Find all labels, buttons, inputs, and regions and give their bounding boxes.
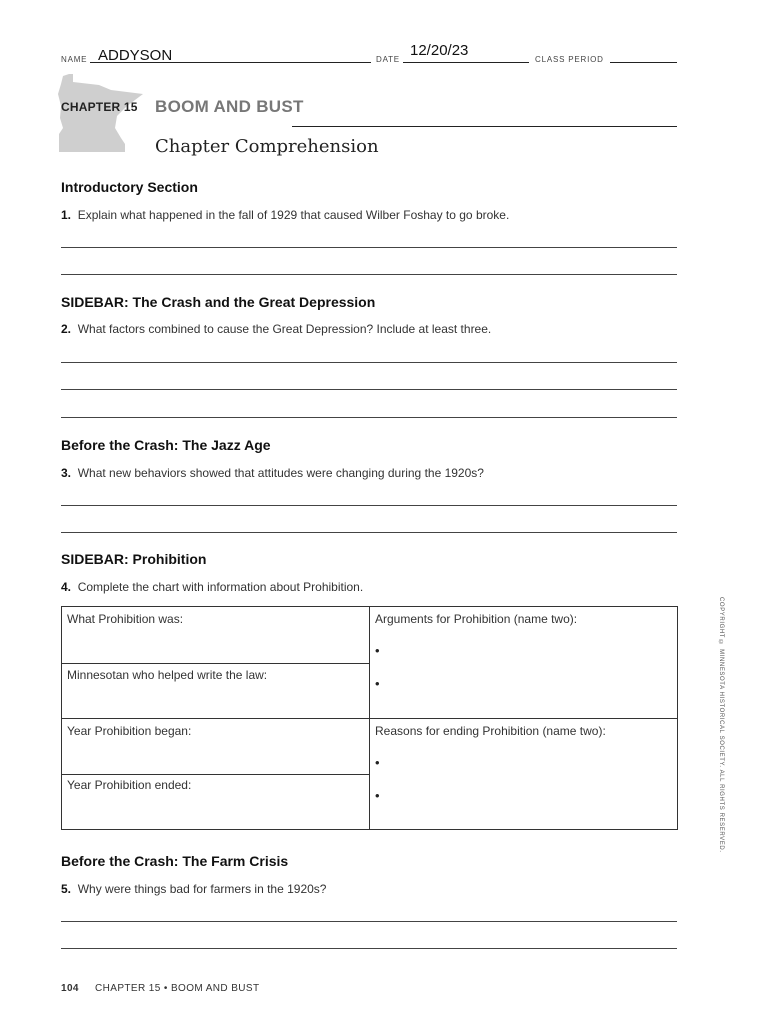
cell-minnesotan[interactable]: Minnesotan who helped write the law: [67, 668, 268, 682]
name-value: ADDYSON [98, 47, 173, 64]
answer-line[interactable] [61, 948, 677, 949]
question-text: Explain what happened in the fall of 1929 that caused Wilber Foshay to go broke. [77, 208, 510, 222]
section-heading: Before the Crash: The Farm Crisis [61, 853, 289, 869]
question-number: 3. [61, 466, 72, 480]
class-period-label: CLASS PERIOD [535, 55, 604, 64]
chart-divider [62, 663, 369, 664]
question-4 [61, 580, 363, 594]
answer-line[interactable] [61, 505, 677, 506]
section-heading: SIDEBAR: Prohibition [61, 551, 207, 567]
chapter-title: BOOM AND BUST [155, 97, 304, 116]
cell-reasons-ending[interactable]: Reasons for ending Prohibition (name two): [375, 724, 606, 738]
question-1 [61, 208, 509, 222]
bullet-icon: • [375, 755, 380, 770]
date-label: DATE [376, 55, 400, 64]
cell-year-ended[interactable]: Year Prohibition ended: [67, 778, 192, 792]
question-text: Why were things bad for farmers in the 1920s? [77, 882, 327, 896]
question-3 [61, 466, 484, 480]
chart-divider [62, 718, 677, 719]
answer-line[interactable] [61, 274, 677, 275]
answer-line[interactable] [61, 247, 677, 248]
page-title: Chapter Comprehension [155, 136, 379, 157]
page-number: 104 [61, 983, 79, 994]
answer-line[interactable] [61, 921, 677, 922]
question-2 [61, 322, 491, 336]
section-heading: Before the Crash: The Jazz Age [61, 437, 271, 453]
section-heading: Introductory Section [61, 179, 198, 195]
question-number: 5. [61, 882, 72, 896]
bullet-icon: • [375, 643, 380, 658]
prohibition-chart [61, 606, 678, 830]
question-5 [61, 882, 326, 896]
question-text: What factors combined to cause the Great Depression? Include at least three. [77, 322, 492, 336]
chapter-tag: CHAPTER 15 [61, 100, 138, 114]
running-title: CHAPTER 15 • BOOM AND BUST [95, 983, 260, 994]
chapter-rule [292, 126, 677, 127]
question-number: 2. [61, 322, 72, 336]
copyright-notice: COPYRIGHT © MINNESOTA HISTORICAL SOCIETY. ALL RIGHTS RESERVED. [718, 597, 724, 853]
question-text: What new behaviors showed that attitudes were changing during the 1920s? [77, 466, 484, 480]
answer-line[interactable] [61, 532, 677, 533]
bullet-icon: • [375, 676, 380, 691]
answer-line[interactable] [61, 362, 677, 363]
class-period-field[interactable] [610, 62, 677, 63]
bullet-icon: • [375, 788, 380, 803]
cell-arguments-for[interactable]: Arguments for Prohibition (name two): [375, 612, 578, 626]
question-number: 4. [61, 580, 72, 594]
question-number: 1. [61, 208, 72, 222]
date-field[interactable] [403, 62, 529, 63]
cell-year-began[interactable]: Year Prohibition began: [67, 724, 192, 738]
section-heading: SIDEBAR: The Crash and the Great Depression [61, 294, 376, 310]
name-label: NAME [61, 55, 88, 64]
chart-divider [62, 774, 369, 775]
question-text: Complete the chart with information about Prohibition. [77, 580, 364, 594]
cell-what-prohibition-was[interactable]: What Prohibition was: [67, 612, 184, 626]
answer-line[interactable] [61, 389, 677, 390]
date-value: 12/20/23 [410, 42, 469, 59]
answer-line[interactable] [61, 417, 677, 418]
